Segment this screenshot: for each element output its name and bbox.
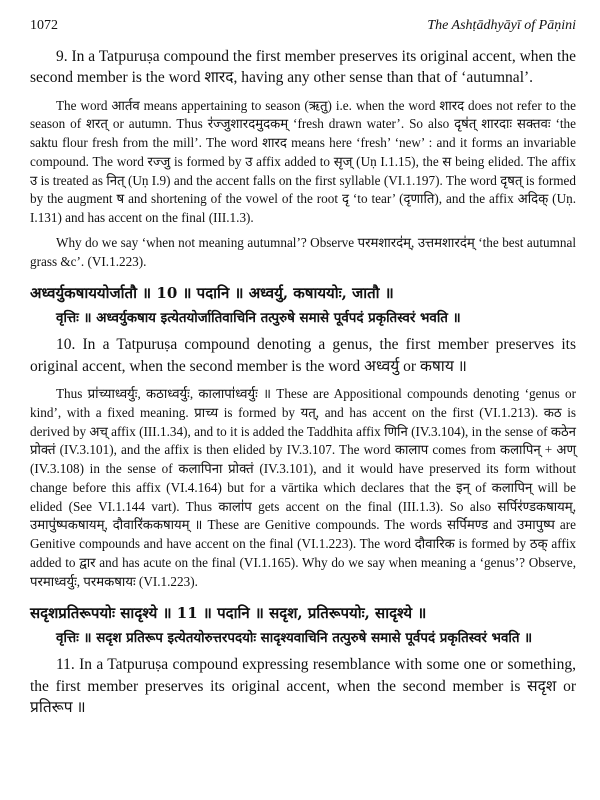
sutra-text: अध्वर्युकषाययोर्जातौ ॥ 10 ॥ पदानि ॥ अध्वर्यु, कषाययोः, जातौ ॥ <box>30 284 394 303</box>
page-number: 1072 <box>30 18 58 33</box>
section-rule-11 <box>30 603 576 718</box>
rule-translation: 9. In a Tatpuruṣa compound the first member preserves its original accent, when the second member is the word शारद, having any other sense than that of ‘autumnal’. <box>30 48 576 87</box>
sutra-text: सदृशप्रतिरूपयोः सादृश्ये ॥ 11 ॥ पदानि ॥ सदृश, प्रतिरूपयोः, सादृश्ये ॥ <box>30 604 427 623</box>
page-header <box>30 18 576 34</box>
running-title: The Ashṭādhyāyī of Pāṇini <box>427 18 576 33</box>
vritti-text: वृत्तिः ॥ अध्वर्युकषाय इत्येतयोर्जातिवाचिनि तत्पुरुषे समासे पूर्वपदं प्रकृतिस्वरं भवति ॥ <box>56 310 461 327</box>
rule-translation: 10. In a Tatpuruṣa compound denoting a genus, the first member preserves its original accent, when the second member is the word अध्वर्यु or कषाय ॥ <box>30 336 576 375</box>
section-rule-10 <box>30 283 576 591</box>
vritti-text: वृत्तिः ॥ सदृश प्रतिरूप इत्येतयोरुत्तरपदयोः सादृश्यवाचिनि तत्पुरुषे समासे पूर्वपदं प्रकृतिस्वरं भवति ॥ <box>56 630 533 647</box>
rule-translation: 11. In a Tatpuruṣa compound expressing resemblance with some one or something, the first member preserves its original accent, when the second member is सदृश or प्रतिरूप ॥ <box>30 656 576 717</box>
commentary-paragraph: Why do we say ‘when not meaning autumnal’? Observe परमशारद॑म्, उत्तमशारद॑म् ‘the best autumnal grass &c’. (VI.1.223). <box>30 234 576 269</box>
commentary-paragraph: Thus प्रा॑च्याध्वर्युः, कठाध्वर्युः, कालापा॑ध्वर्युः ॥ These are Appositional compounds denoting ‘genus or kind’, with a fixed meaning. प्राच्य is formed by यत्, and has accent on the first (VI.1.213). कठ is derived by अच् affix (III.1.34), and to it is added the Taddhita affix णिनि (IV.3.104), in the sense of कठेन प्रोक्तं (IV.3.101), and the affix is then elided by IV.3.107. The word कालाप comes from कलापिन् + अण् (IV.3.108) in the sense of कलापिना प्रोक्तं (IV.3.101), and it would have preserved its form without change before this affix (VI.4.164) but for a vārtika which declares that the इन् of कलापिन् will be elided (See VI.1.144 vart). Thus काला॑प gets accent on the final (III.1.3). So also सर्पिर॑ण्डकषायम्, उमापु॑ष्पकषायम्, दौवारि॑ककषायम् ॥ These are Genitive compounds. The words सर्पिमण्ड and उमापुष्प are Genitive compounds and have accent on the final (VI.1.223). The word दौवारिक is formed by ठक् affix added to द्वार and has acute on the final (VI.1.165). Why do we say when meaning a ‘genus’? Observe, परमाध्वर्युः, परमकषायः (VI.1.223). <box>30 386 576 589</box>
commentary-paragraph: The word आर्तव means appertaining to season (ऋतु) i.e. when the word शारद does not refer to the season of शरत् or autumn. Thus र॑ज्जुशारदमुदकम् ‘fresh drawn water’. So also दृष॑त् शारदाः सक्तवः ‘the saktu flour fresh from the mill’. The word शारद means here ‘fresh’ ‘new’ : and it forms an invariable compound. The word रज्जु is formed by उ affix added to सृज् (Uṇ I.1.15), the स being elided. The affix उ is treated as नित् (Uṇ I.9) and the accent falls on the first syllable (VI.1.197). The word दृषत् is formed by the augment ष and shortening of the vowel of the root दृ ‘to tear’ (दृणाति), and the affix अदिक् (Uṇ. I.131) and has accent on the final (III.1.3). <box>30 97 576 226</box>
section-rule-9 <box>30 46 576 271</box>
